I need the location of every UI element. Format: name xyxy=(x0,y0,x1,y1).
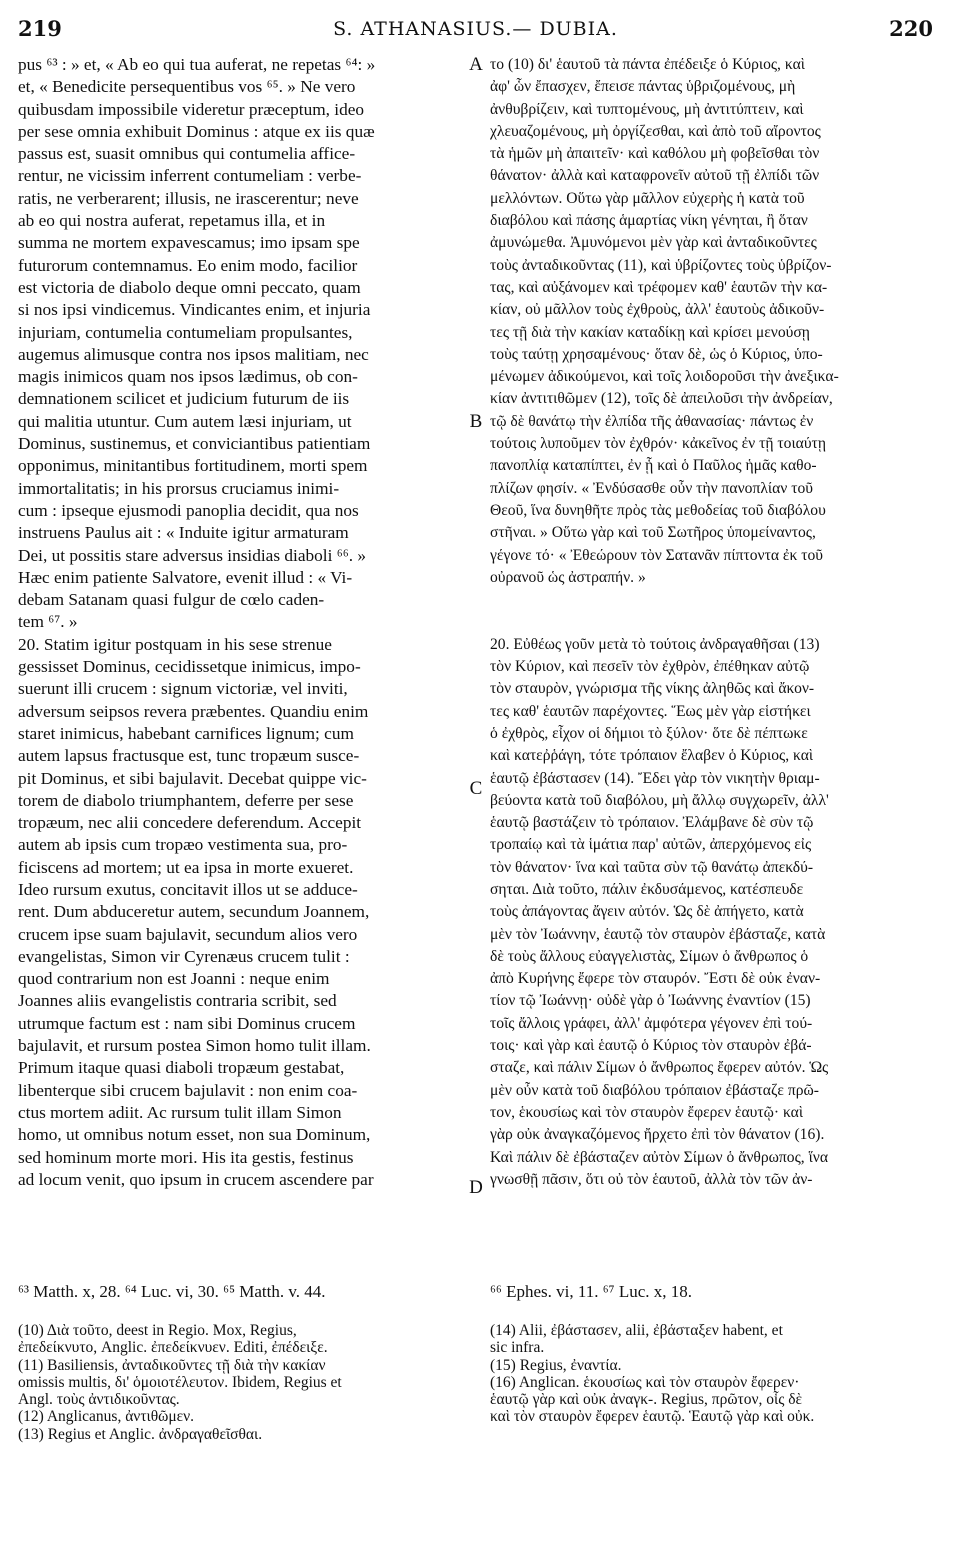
greek-text-line: κίαν, οὐ μᾶλλον τοὺς ἐχθροὺς, ἀλλ' ἑαυτοὺς ἀδικοῦν- xyxy=(490,301,825,319)
greek-text-line: διαβόλου καὶ πάσης ἁμαρτίας νίκη γένηται, ἢ ὅταν xyxy=(490,212,808,230)
greek-text-line: το (10) δι' ἑαυτοῦ τὰ πάντα ἐπέδειξε ὁ Κύριος, καὶ xyxy=(490,56,805,73)
footnotes-right xyxy=(490,1322,935,1426)
latin-text-line: si nos ipsi vindicemus. Vindicantes enim, et injuria xyxy=(18,300,371,320)
greek-text-line: κίαν ἀντιτιθῶμεν (12), τοῖς δὲ ἀπειλοῦσι τὴν ἀνδρείαν, xyxy=(490,390,833,408)
greek-text-line: πλίζων φησίν. « Ἐνδύσασθε οὖν τὴν πανοπλίαν τοῦ xyxy=(490,479,813,497)
latin-text-line: passus est, suasit omnibus qui contumelia affice- xyxy=(18,144,356,164)
latin-text-line: sed hominum morte mori. His ita gestis, festinus xyxy=(18,1147,354,1167)
greek-text-line: τες τῇ διὰ τὴν κακίαν καταδίκῃ καὶ κρίσει μενούσῃ xyxy=(490,323,810,341)
greek-text-line: σηται. Διὰ τοῦτο, πάλιν ἐκδυσάμενος, κατέσπευδε xyxy=(490,880,804,898)
latin-text-line: rentur, ne vicissim inferrent contumeliam : verbe- xyxy=(18,166,362,186)
greek-text-line: τας, καὶ αὐξάνομεν καὶ τρέφομεν καθ' ἑαυτῶν τὴν κα- xyxy=(490,278,828,296)
page-header xyxy=(18,16,933,46)
latin-text-line: autem ab ipsis cum tropæo vestimenta sua, pro- xyxy=(18,835,348,855)
footnote-line: (15) Regius, ἐναντία. xyxy=(490,1356,622,1374)
greek-text-line: καὶ κατεῤῥάγη, τότε τρόπαιον ἔλαβεν ὁ Κύριος, καὶ xyxy=(490,747,814,765)
latin-text-line: adversum seipsos revera præbentes. Quandiu enim xyxy=(18,701,369,721)
latin-text-line: instruens Paulus ait : « Induite igitur armaturam xyxy=(18,523,349,543)
greek-text-line: 20. Εὐθέως γοῦν μετὰ τὸ τούτοις ἀνδραγαθῆσαι (13) xyxy=(490,635,820,653)
running-title: S. ATHANASIUS.— DUBIA. xyxy=(333,18,618,40)
margin-marker-a: A xyxy=(469,54,483,75)
latin-text-line: Dominus, sustinemus, et conviciantibus patientiam xyxy=(18,434,371,454)
latin-text-line: magis inimicos quam nos ipsos lædimus, ob con- xyxy=(18,367,358,387)
greek-text-line: θάνατον· ἀλλὰ καὶ καταφρονεῖν αὐτοῦ τῇ ἐλπίδι τῶν xyxy=(490,167,820,185)
latin-text-line: summa ne mortem expavescamus; imo ipsam spe xyxy=(18,233,360,253)
latin-text-line: Joannes aliis evangelistis contraria scribit, sed xyxy=(18,991,337,1011)
footnotes-left xyxy=(18,1322,464,1443)
greek-text-line: τροπαίῳ καὶ τὰ ἱμάτια παρ' αὐτῶν, ἀπερχόμενος εἰς xyxy=(490,836,812,854)
greek-text-line: τὰ ἡμῶν μὴ ἀπαιτεῖν· καὶ καθόλου μὴ φοβεῖσθαι τὸν xyxy=(490,145,820,163)
page-number-right: 220 xyxy=(889,16,933,41)
greek-text-line: τοις· καὶ γὰρ καὶ ἑαυτῷ ὁ Κύριος τὸν σταυρὸν ἐβά- xyxy=(490,1037,812,1055)
page-number-left: 219 xyxy=(18,16,62,41)
latin-text-line: quibusdam impossibile videretur præceptum, ideo xyxy=(18,99,365,119)
latin-text-line: et, « Benedicite persequentibus vos ⁶⁵. » Ne vero xyxy=(18,77,356,97)
latin-text-line: libenterque sibi crucem bajulavit : non enim coa- xyxy=(18,1080,358,1100)
latin-text-line: homo, ut omnibus notum esset, non sua Dominum, xyxy=(18,1125,371,1145)
greek-text-line: μὲν τὸν Ἰωάννην, ἑαυτῷ τὸν σταυρὸν ἐβάσταζε, κατὰ xyxy=(490,925,826,943)
greek-text-line: ἑαυτῷ ἐβάστασεν (14). Ἔδει γὰρ τὸν νικητὴν θριαμ- xyxy=(490,769,820,787)
latin-text-line: demnationem scilicet et judicium futurum de iis xyxy=(18,389,350,409)
latin-text-line: pus ⁶³ : » et, « Ab eo qui tua auferat, ne repetas ⁶⁴: » xyxy=(18,55,376,74)
latin-text-line: futurorum contemnamus. Eo enim modo, facilior xyxy=(18,255,358,275)
latin-text-line: injuriam, contumelia contumeliam propulsantes, xyxy=(18,322,353,342)
latin-text-line: staret inimicus, habebant carnifices lignum; cum xyxy=(18,723,354,743)
greek-text-line: τοῖς ἄλλοις γράφει, ἀλλ' ἀμφότερα γέγονεν ἐπὶ τού- xyxy=(490,1014,813,1032)
latin-text-line: ad locum venit, quo ipsum in crucem ascendere par xyxy=(18,1169,374,1189)
greek-text-line: τοὺς ἀνταδικοῦντας (11), καὶ ὑβρίζοντες τοὺς ὑβρίζον- xyxy=(490,256,832,274)
greek-text-line: μένωμεν ἀδικούμενοι, καὶ τοῖς λοιδοροῦσι τὴν ἀνεξικα- xyxy=(490,368,839,386)
latin-text-line: cum : ipseque ejusmodi panoplia decidit, qua nos xyxy=(18,500,359,520)
latin-text-line: qui malitia utuntur. Cum autem læsi injuriam, ut xyxy=(18,411,352,431)
footnote-line: (13) Regius et Anglic. ἀνδραγαθεῖσθαι. xyxy=(18,1425,263,1443)
greek-text-line: τοὺς ἀπάγοντας ἄγειν αὐτόν. Ὡς δὲ ἀπήγετο, κατὰ xyxy=(490,903,804,921)
greek-text-line xyxy=(490,611,935,633)
greek-text-line: τὸν σταυρὸν, γνώρισμα τῆς νίκης ἀληθῶς καὶ ἄκον- xyxy=(490,680,815,698)
greek-text-line: μελλόντων. Οὕτω γὰρ μᾶλλον εὐχερὴς ἡ κατὰ τοῦ xyxy=(490,189,805,207)
latin-text-line: debam Satanam quasi fulgur de cœlo caden- xyxy=(18,590,325,610)
greek-text-line: τες καθ' ἑαυτῶν παρέχοντες. Ἕως μὲν γὰρ εἱστήκει xyxy=(490,702,811,720)
footnote-line: (11) Basiliensis, ἀνταδικοῦντες τῇ διὰ τὴν κακίαν xyxy=(18,1356,326,1374)
greek-text-line: Καὶ πάλιν δὲ ἐβάσταζεν αὐτὸν Σίμων ὁ ἄνθρωπος, ἵνα xyxy=(490,1148,828,1166)
footnote-line: ἐπεδείκνυτο, Anglic. ἐπεδείκνυεν. Editi, ἐπέδειξε. xyxy=(18,1339,328,1357)
greek-text-line: δὲ τοὺς ἄλλους εὐαγγελιστὰς, Σίμων ὁ ἄνθρωπος ὁ xyxy=(490,947,809,965)
scripture-refs-right: ⁶⁶ Ephes. vi, 11. ⁶⁷ Luc. x, 18. xyxy=(490,1282,693,1301)
latin-text-line: rent. Dum abduceretur autem, secundum Joannem, xyxy=(18,902,370,922)
margin-marker-d: D xyxy=(469,1177,483,1198)
greek-text-line: Θεοῦ, ἵνα δυνηθῆτε πρὸς τὰς μεθοδείας τοῦ διαβόλου xyxy=(490,501,826,519)
latin-text-line: torem de diabolo triumphantem, deferre per sese xyxy=(18,790,354,810)
greek-text-line: τον, ἑκουσίως καὶ τὸν σταυρὸν ἔφερεν ἑαυτῷ· καὶ xyxy=(490,1103,804,1121)
latin-text-line: crucem ipse suam bajulavit, secundum alios vero xyxy=(18,924,358,944)
footnote-line: (12) Anglicanus, ἀντιθῶμεν. xyxy=(18,1408,195,1426)
latin-text-line: est victoria de diabolo deque omni peccato, quam xyxy=(18,277,361,297)
latin-text-line: evangelistas, Simon vir Cyrenæus crucem tulit : xyxy=(18,946,350,966)
greek-text-line: πανοπλίᾳ καταπίπτει, ἐν ᾗ καὶ ὁ Παῦλος ἡμᾶς καθο- xyxy=(490,457,817,475)
scripture-refs-left: ⁶³ Matth. x, 28. ⁶⁴ Luc. vi, 30. ⁶⁵ Matth. v. 44. xyxy=(18,1282,326,1301)
latin-text-line: per sese omnia exhibuit Dominus : atque ex iis quæ xyxy=(18,121,375,141)
footnote-line: omissis multis, δι' ὁμοιοτέλευτον. Ibidem, Regius et xyxy=(18,1373,342,1391)
footnote-line: sic infra. xyxy=(490,1339,545,1357)
latin-text-line: ratis, ne verberarent; illusis, ne irascerentur; neve xyxy=(18,188,359,208)
greek-text-line: τίον τῷ Ἰωάννῃ· οὐδὲ γὰρ ὁ Ἰωάννης ἐναντίον (15) xyxy=(490,992,811,1010)
latin-text-line: suerunt illi crucem : signum victoriæ, vel inviti, xyxy=(18,679,348,699)
latin-text-line: pit Dominus, et sibi bajulavit. Decebat quippe vic- xyxy=(18,768,367,788)
latin-text-line: Primum itaque quasi diaboli tropæum gestabat, xyxy=(18,1058,345,1078)
latin-text-line: ficiscens ad mortem; ut ea ipsa in morte exueret. xyxy=(18,857,354,877)
greek-text-line: χλευαζομένους, μὴ ὀργίζεσθαι, καὶ ἀπὸ τοῦ αἴροντος xyxy=(490,122,821,140)
latin-text-line: tropæum, nec alii concedere deferendum. Accepit xyxy=(18,813,362,833)
footnote-line: (10) Διὰ τοῦτο, deest in Regio. Mox, Regius, xyxy=(18,1322,297,1339)
greek-text-line: τούτοις λυποῦμεν τὸν ἐχθρόν· κἀκεῖνος ἐν τῇ τοιαύτῃ xyxy=(490,435,826,453)
greek-text-line: τοὺς ταύτῃ χρησαμένους· ὅταν δὲ, ὡς ὁ Κύριος, ὑπο- xyxy=(490,345,823,363)
latin-text-line: utrumque factum est : nam sibi Dominus crucem xyxy=(18,1013,356,1033)
latin-text-line: autem lapsus fractusque est, tunc tropæum susce- xyxy=(18,746,360,766)
footnote-line: (16) Anglican. ἑκουσίως καὶ τὸν σταυρὸν ἔφερεν· xyxy=(490,1373,800,1391)
footnote-line: καὶ τὸν σταυρὸν ἔφερεν ἑαυτῷ. Ἑαυτῷ γὰρ καὶ οὐκ. xyxy=(490,1408,815,1426)
greek-text-line xyxy=(490,589,935,611)
latin-text-line: Ideo rursum exutus, concitavit illos ut se adduce- xyxy=(18,879,358,899)
latin-text-line: opponimus, minitantibus fortitudinem, morti spem xyxy=(18,456,368,476)
greek-text-line: ὁ ἐχθρὸς, εἶχον οἱ δήμιοι τὸ ξύλον· ὅτε δὲ πέπτωκε xyxy=(490,724,808,742)
greek-text-line: ἀμυνώμεθα. Ἀμυνόμενοι μὲν γὰρ καὶ ἀνταδικοῦντες xyxy=(490,234,817,252)
margin-marker-c: C xyxy=(469,778,483,799)
latin-text-line: ctus mortem adiit. Ac rursum tulit illam Simon xyxy=(18,1102,342,1122)
latin-text-line: immortalitatis; in his prorsus cruciamus inimi- xyxy=(18,478,340,498)
greek-text-line: γέγονε τό· « Ἐθεώρουν τὸν Σατανᾶν πίπτοντα ἐκ τοῦ xyxy=(490,546,824,564)
latin-text-line: 20. Statim igitur postquam in his sese strenue xyxy=(18,634,332,654)
greek-text-line: γνωσθῇ πᾶσιν, ὅτι οὐ τὸν ἑαυτοῦ, ἀλλὰ τὸν τῶν ἀν- xyxy=(490,1170,813,1188)
greek-text-line: ἀφ' ὧν ἔπασχεν, ἔπεισε πάντας ὑβριζομένους, μὴ xyxy=(490,78,796,96)
footnote-line: ἑαυτῷ γὰρ καὶ οὐκ ἀναγκ-. Regius, πρῶτον, οἷς δὲ xyxy=(490,1391,803,1409)
greek-text-line: ἀπὸ Κυρήνης ἔφερε τὸν σταυρόν. Ἔστι δὲ οὐκ ἐναν- xyxy=(490,970,821,988)
greek-text-line: μὲν οὖν κατὰ τοῦ διαβόλου τρόπαιον ἐβάσταζε πρῶ- xyxy=(490,1081,819,1099)
footnote-line: (14) Alii, ἐβάστασεν, alii, ἐβάσταξεν habent, et xyxy=(490,1322,783,1339)
greek-text-line: στῆναι. » Οὕτω γὰρ καὶ τοῦ Σωτῆρος ὑπομείναντος, xyxy=(490,524,816,542)
greek-text-line: τὸν θάνατον· ἵνα καὶ ταῦτα σὺν τῷ θανάτῳ ἀπεκδύ- xyxy=(490,858,814,876)
greek-text-line: γὰρ οὐκ ἀναγκαζόμενος ἤρχετο ἐπὶ τὸν θάνατον (16). xyxy=(490,1126,825,1144)
margin-marker-b: B xyxy=(469,411,483,432)
greek-text-line: οὐρανοῦ ὡς ἀστραπήν. » xyxy=(490,568,646,586)
latin-text-line: Hæc enim patiente Salvatore, evenit illud : « Vi- xyxy=(18,567,353,587)
greek-text-line: βεύοντα κατὰ τοῦ διαβόλου, μὴ ἄλλῳ συγχωρεῖν, ἀλλ' xyxy=(490,791,829,809)
latin-column xyxy=(18,54,464,1191)
latin-text-line: tem ⁶⁷. » xyxy=(18,612,78,632)
latin-text-line: ab eo qui nostra auferat, repetamus illa, et in xyxy=(18,211,326,231)
footnote-line: Angl. τοὺς ἀντιδικοῦντας. xyxy=(18,1391,180,1409)
latin-text-line: augemus alimusque contra nos ipsos malitiam, nec xyxy=(18,344,369,364)
greek-text-line: ἀνθυβρίζειν, καὶ τυπτομένους, μὴ ἀντιτύπτειν, καὶ xyxy=(490,100,804,118)
latin-text-line: gessisset Dominus, cecidissetque inimicus, impo- xyxy=(18,657,361,677)
greek-text-line: τὸν Κύριον, καὶ πεσεῖν τὸν ἐχθρὸν, ἐπέθηκαν αὐτῷ xyxy=(490,658,810,676)
greek-text-line: τῷ δὲ θανάτῳ τὴν ἐλπίδα τῆς ἀθανασίας· πάντως ἐν xyxy=(490,412,814,430)
greek-text-line: ἑαυτῷ βαστάζειν τὸ τρόπαιον. Ἐλάμβανε δὲ σὺν τῷ xyxy=(490,814,814,832)
greek-column xyxy=(490,54,935,1191)
latin-text-line: quod contrarium non est Joanni : neque enim xyxy=(18,969,330,989)
latin-text-line: Dei, ut possitis stare adversus insidias diaboli ⁶⁶. » xyxy=(18,545,367,565)
greek-text-line: σταζε, καὶ πάλιν Σίμων ὁ ἄνθρωπος ἔφερεν αὐτόν. Ὡς xyxy=(490,1059,829,1077)
latin-text-line: bajulavit, et rursum postea Simon homo tulit illam. xyxy=(18,1036,371,1056)
